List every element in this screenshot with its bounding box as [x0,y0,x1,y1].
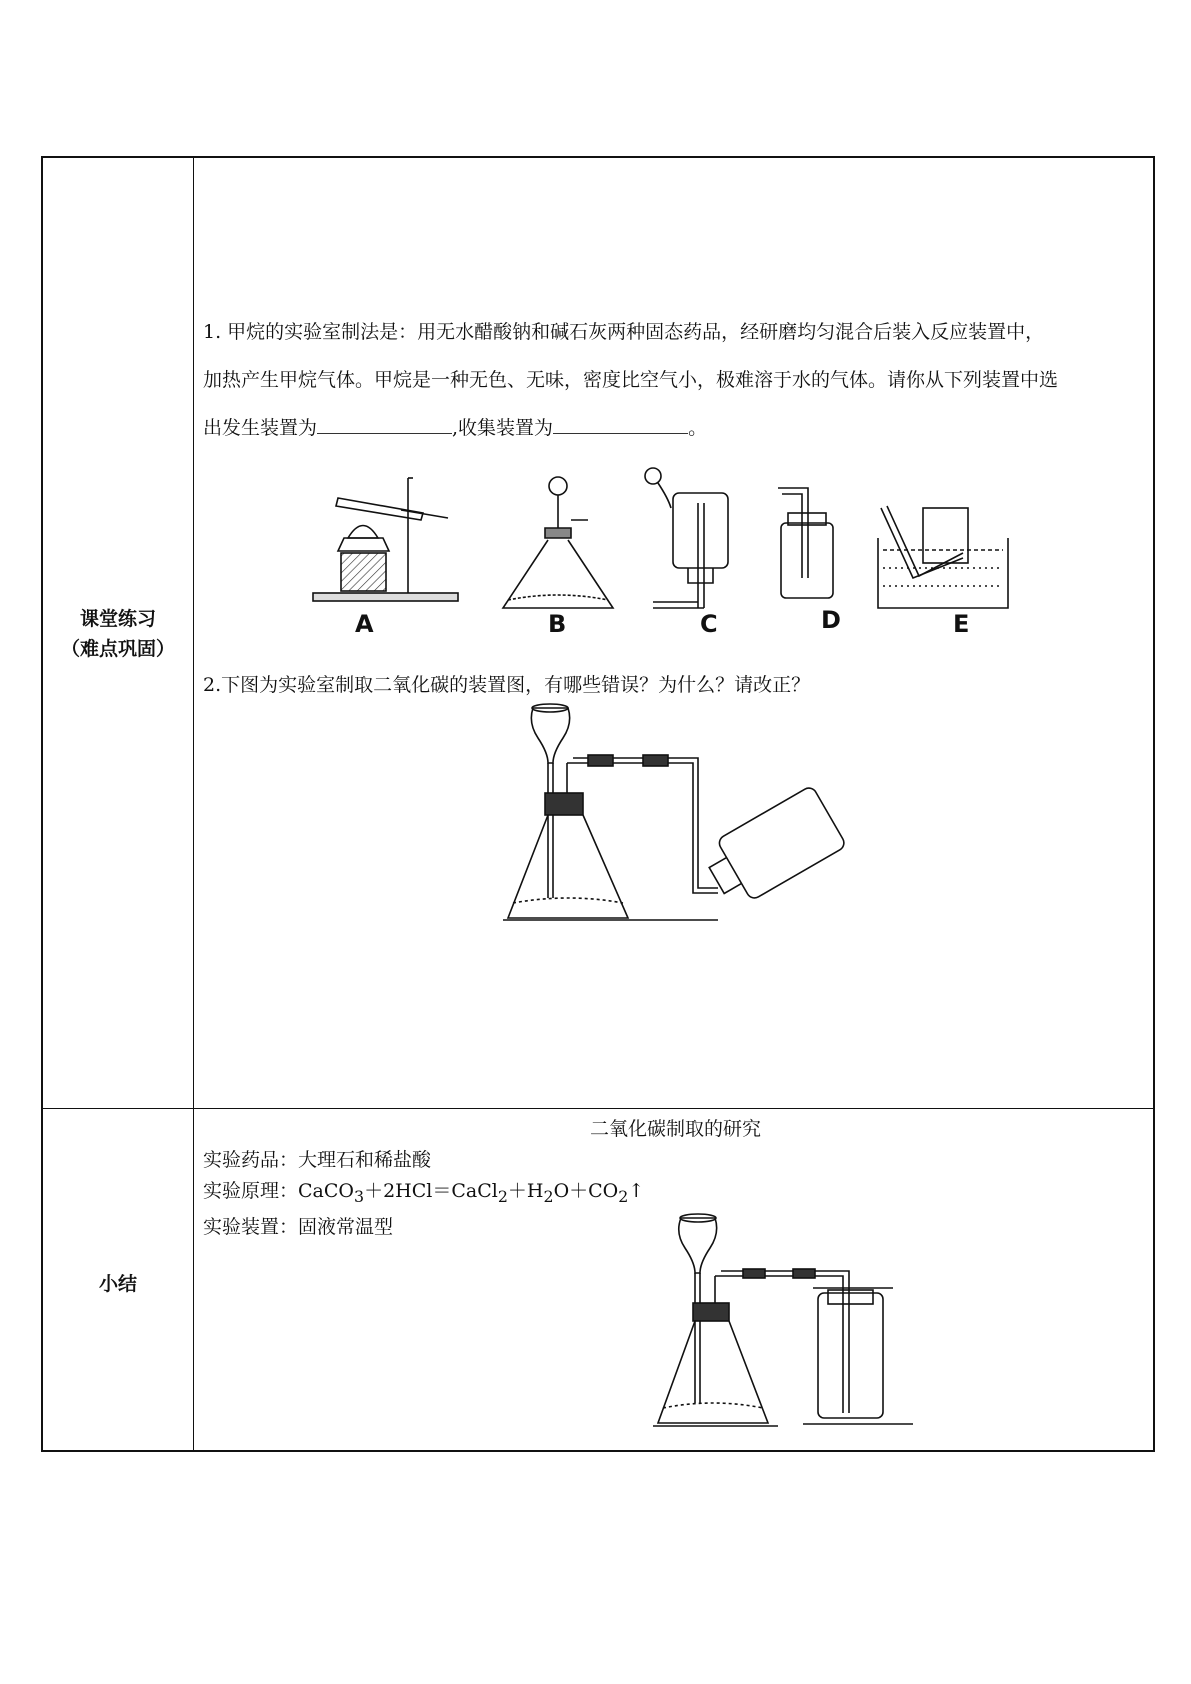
principle-arrow: ↑ [628,1180,645,1202]
principle-part-3: ＋H [507,1180,544,1202]
principle-sub-2c: 2 [618,1186,629,1206]
practice-label-line1: 课堂练习 [79,608,156,630]
row-divider [43,1108,1153,1109]
apparatus-d [778,488,833,598]
label-b: B [548,610,567,638]
lesson-table [41,156,1155,1452]
co2-apparatus-incorrect [503,698,863,938]
row-label-practice [43,604,193,664]
summary-drugs: 实验药品：大理石和稀盐酸 [203,1149,432,1171]
practice-label-line2: （难点巩固） [60,638,175,660]
apparatus-c [645,468,728,608]
principle-part-1: 实验原理：CaCO [203,1180,354,1202]
generator-answer-blank[interactable] [317,413,452,434]
question-1-line2: 加热产生甲烷气体。甲烷是一种无色、无味，密度比空气小，极难溶于水的气体。请你从下列装置中选 [203,369,1059,391]
principle-sub-2b: 2 [543,1186,554,1206]
question-1-end: 。 [688,417,708,439]
row-label-summary: 小结 [98,1273,137,1295]
label-a: A [355,610,374,638]
label-c: C [700,610,718,638]
principle-sub-2a: 2 [497,1186,508,1206]
principle-part-2: ＋2HCl＝CaCl [364,1180,498,1202]
question-2: 2.下图为实验室制取二氧化碳的装置图，有哪些错误？为什么？请改正？ [203,674,811,696]
summary-title: 二氧化碳制取的研究 [589,1118,761,1140]
question-1-line1: 1. 甲烷的实验室制法是：用无水醋酸钠和碱石灰两种固态药品，经研磨均匀混合后装入反应装置中， [203,321,1045,343]
question-1 [203,308,1148,452]
label-d: D [821,606,841,634]
question-1-generator-prompt: 出发生装置为 [203,417,318,439]
question-1-line3 [203,404,1148,452]
summary-device: 实验装置：固液常温型 [203,1215,394,1238]
principle-sub-3: 3 [353,1186,365,1206]
apparatus-e [878,506,1008,608]
column-divider [193,158,194,1450]
co2-apparatus-correct [653,1208,973,1433]
label-e: E [953,610,970,638]
apparatus-figure-q1 [303,458,1043,628]
apparatus-b [503,477,613,608]
principle-part-4: O＋CO [553,1180,619,1202]
question-1-collector-prompt: ,收集装置为 [452,417,554,439]
collector-answer-blank[interactable] [553,413,688,434]
apparatus-a [313,478,458,601]
summary-principle [203,1176,1148,1212]
